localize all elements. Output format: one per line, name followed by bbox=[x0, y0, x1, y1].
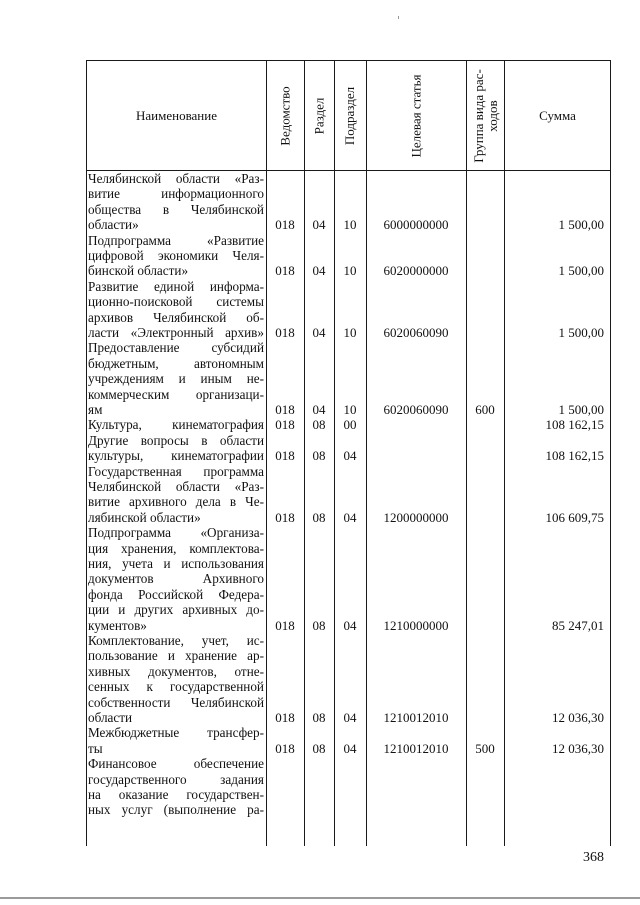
row-podrazdel: 04 bbox=[343, 509, 357, 525]
row-podrazdel: 10 bbox=[343, 217, 357, 233]
row-gruppa: 600 bbox=[475, 402, 495, 417]
row-razdel: 04 bbox=[312, 402, 326, 417]
row-summa: 12 036,30 bbox=[552, 710, 604, 725]
row-celevaya: 1210000000 bbox=[383, 617, 449, 633]
row-vedomstvo: 018 bbox=[275, 740, 295, 756]
row-razdel: 04 bbox=[312, 263, 326, 279]
row-celevaya: 1210012010 bbox=[383, 710, 449, 725]
row-razdel: 04 bbox=[312, 217, 326, 233]
row-vedomstvo: 018 bbox=[275, 617, 295, 633]
row-name-line: Комплектование, учет, ис- bbox=[88, 633, 264, 648]
header-celevaya-cell bbox=[367, 61, 466, 170]
header-name: Наименование bbox=[136, 108, 217, 123]
row-name bbox=[88, 233, 264, 279]
header-summa: Сумма bbox=[539, 108, 576, 123]
row-name-line: Подпрограмма «Развитие bbox=[88, 232, 264, 248]
row-podrazdel: 10 bbox=[343, 402, 357, 417]
row-name-line: бинской области» bbox=[88, 263, 189, 279]
row-name-line: кументов» bbox=[88, 617, 147, 633]
row-name-line: сенных к государственной bbox=[88, 679, 264, 695]
scan-mark bbox=[398, 16, 399, 19]
header-razdel-cell bbox=[305, 61, 334, 170]
row-vedomstvo: 018 bbox=[275, 217, 295, 233]
row-vedomstvo: 018 bbox=[275, 417, 295, 433]
row-name-line: общества в Челябинской bbox=[88, 201, 264, 217]
row-vedomstvo: 018 bbox=[275, 402, 295, 417]
row-podrazdel: 00 bbox=[343, 417, 357, 433]
row-vedomstvo: 018 bbox=[275, 263, 295, 279]
row-gruppa: 500 bbox=[475, 740, 495, 756]
header-vedomstvo: Ведомство bbox=[277, 85, 293, 146]
row-name-line: фонда Российской Федера- bbox=[88, 586, 264, 602]
row-podrazdel: 04 bbox=[343, 710, 357, 725]
row-name-line: Челябинской области «Раз- bbox=[88, 478, 264, 494]
row-razdel: 08 bbox=[312, 417, 326, 433]
header-gruppa-line-1: Группа вида рас- bbox=[470, 68, 486, 163]
row-name-line: ции и других архивных до- bbox=[88, 602, 264, 618]
row-vedomstvo: 018 bbox=[275, 325, 295, 340]
row-vedomstvo: 018 bbox=[275, 509, 295, 525]
row-name-line: витие информационного bbox=[88, 186, 264, 202]
row-name bbox=[88, 433, 264, 464]
row-name-line: области bbox=[88, 709, 133, 725]
row-celevaya: 6020060090 bbox=[383, 325, 449, 340]
row-podrazdel: 10 bbox=[343, 325, 357, 340]
row-summa: 1 500,00 bbox=[558, 217, 604, 233]
row-name-line: Государственная программа bbox=[88, 463, 264, 479]
row-razdel: 08 bbox=[312, 740, 326, 756]
row-celevaya: 1210012010 bbox=[383, 740, 449, 756]
row-name-line: Предоставление субсидий bbox=[88, 340, 264, 356]
row-razdel: 08 bbox=[312, 617, 326, 633]
row-name-line: собственности Челябинской bbox=[88, 694, 264, 710]
header-gruppa bbox=[472, 69, 500, 163]
row-celevaya: 6000000000 bbox=[383, 217, 449, 233]
row-name-line: Культура, кинематография bbox=[88, 417, 264, 433]
row-name-line: витие архивного дела в Че- bbox=[88, 494, 264, 510]
row-name-line: на оказание государствен- bbox=[88, 786, 264, 802]
row-name bbox=[88, 525, 264, 633]
row-summa: 1 500,00 bbox=[558, 325, 604, 340]
row-razdel: 08 bbox=[312, 509, 326, 525]
header-razdel: Раздел bbox=[311, 97, 327, 134]
row-name-line: архивов Челябинской об- bbox=[88, 309, 264, 325]
header-celevaya: Целевая статья bbox=[408, 73, 424, 158]
row-name-line: лябинской области» bbox=[88, 509, 201, 525]
column-divider-celevaya bbox=[366, 60, 367, 846]
row-podrazdel: 04 bbox=[343, 740, 357, 756]
table-right-border bbox=[610, 60, 611, 846]
header-podrazdel: Подраздел bbox=[342, 86, 358, 145]
row-name-line: Подпрограмма «Организа- bbox=[88, 525, 264, 541]
row-summa: 108 162,15 bbox=[545, 417, 604, 433]
row-celevaya: 6020060090 bbox=[383, 402, 449, 417]
row-name-line: ция хранения, комплектова- bbox=[88, 540, 264, 556]
row-podrazdel: 04 bbox=[343, 448, 357, 464]
row-name-line: пользование и хранение ар- bbox=[88, 648, 264, 664]
row-name-line: коммерческим организаци- bbox=[88, 386, 264, 402]
row-name-line: документов Архивного bbox=[88, 571, 264, 587]
row-vedomstvo: 018 bbox=[275, 448, 295, 464]
row-podrazdel: 04 bbox=[343, 617, 357, 633]
row-name-line: Межбюджетные трансфер- bbox=[88, 725, 264, 741]
row-name-line: учреждениям и иным не- bbox=[88, 371, 264, 387]
row-name-line: ционно-поисковой системы bbox=[88, 294, 264, 310]
row-name-line: ния, учета и использования bbox=[88, 555, 264, 571]
row-name-line: ты bbox=[88, 740, 103, 756]
row-name-line: ям bbox=[88, 401, 103, 417]
row-name-line: ных услуг (выполнение ра- bbox=[88, 802, 264, 818]
row-razdel: 04 bbox=[312, 325, 326, 340]
row-name-line: Финансовое обеспечение bbox=[88, 756, 264, 772]
row-summa: 85 247,01 bbox=[552, 617, 604, 633]
header-gruppa-line-2: ходов bbox=[484, 99, 500, 132]
row-name bbox=[88, 171, 264, 233]
row-vedomstvo: 018 bbox=[275, 710, 295, 725]
row-name bbox=[88, 464, 264, 526]
row-name bbox=[88, 756, 264, 818]
column-divider-gruppa bbox=[466, 60, 467, 846]
row-summa: 108 162,15 bbox=[545, 448, 604, 464]
row-name-line: культуры, кинематографии bbox=[88, 448, 264, 464]
row-summa: 106 609,75 bbox=[545, 509, 604, 525]
row-razdel: 08 bbox=[312, 448, 326, 464]
row-razdel: 08 bbox=[312, 710, 326, 725]
row-summa: 12 036,30 bbox=[552, 740, 604, 756]
row-name-line: области» bbox=[88, 217, 139, 233]
row-name-line: государственного задания bbox=[88, 771, 264, 787]
row-name bbox=[88, 417, 264, 432]
header-podrazdel-cell bbox=[335, 61, 366, 170]
row-celevaya: 6020000000 bbox=[383, 263, 449, 279]
row-summa: 1 500,00 bbox=[558, 402, 604, 417]
row-name-line: Челябинской области «Раз- bbox=[88, 171, 264, 186]
row-name bbox=[88, 725, 264, 756]
row-name-line: ласти «Электронный архив» bbox=[88, 324, 264, 340]
row-celevaya: 1200000000 bbox=[383, 509, 449, 525]
row-name-line: хивных документов, отне- bbox=[88, 663, 264, 679]
page-number: 368 bbox=[583, 850, 604, 865]
row-name-line: Развитие единой информа- bbox=[88, 278, 264, 294]
header-vedomstvo-cell bbox=[267, 61, 304, 170]
row-summa: 1 500,00 bbox=[558, 263, 604, 279]
scan-bottom-edge bbox=[0, 897, 640, 899]
row-podrazdel: 10 bbox=[343, 263, 357, 279]
row-name bbox=[88, 633, 264, 725]
row-name bbox=[88, 340, 264, 417]
header-gruppa-cell bbox=[467, 61, 504, 170]
table-left-border bbox=[86, 60, 87, 846]
row-name-line: Другие вопросы в области bbox=[88, 432, 264, 448]
row-name bbox=[88, 279, 264, 341]
row-name-line: цифровой экономики Челя- bbox=[88, 247, 264, 263]
row-name-line: бюджетным, автономным bbox=[88, 355, 264, 371]
